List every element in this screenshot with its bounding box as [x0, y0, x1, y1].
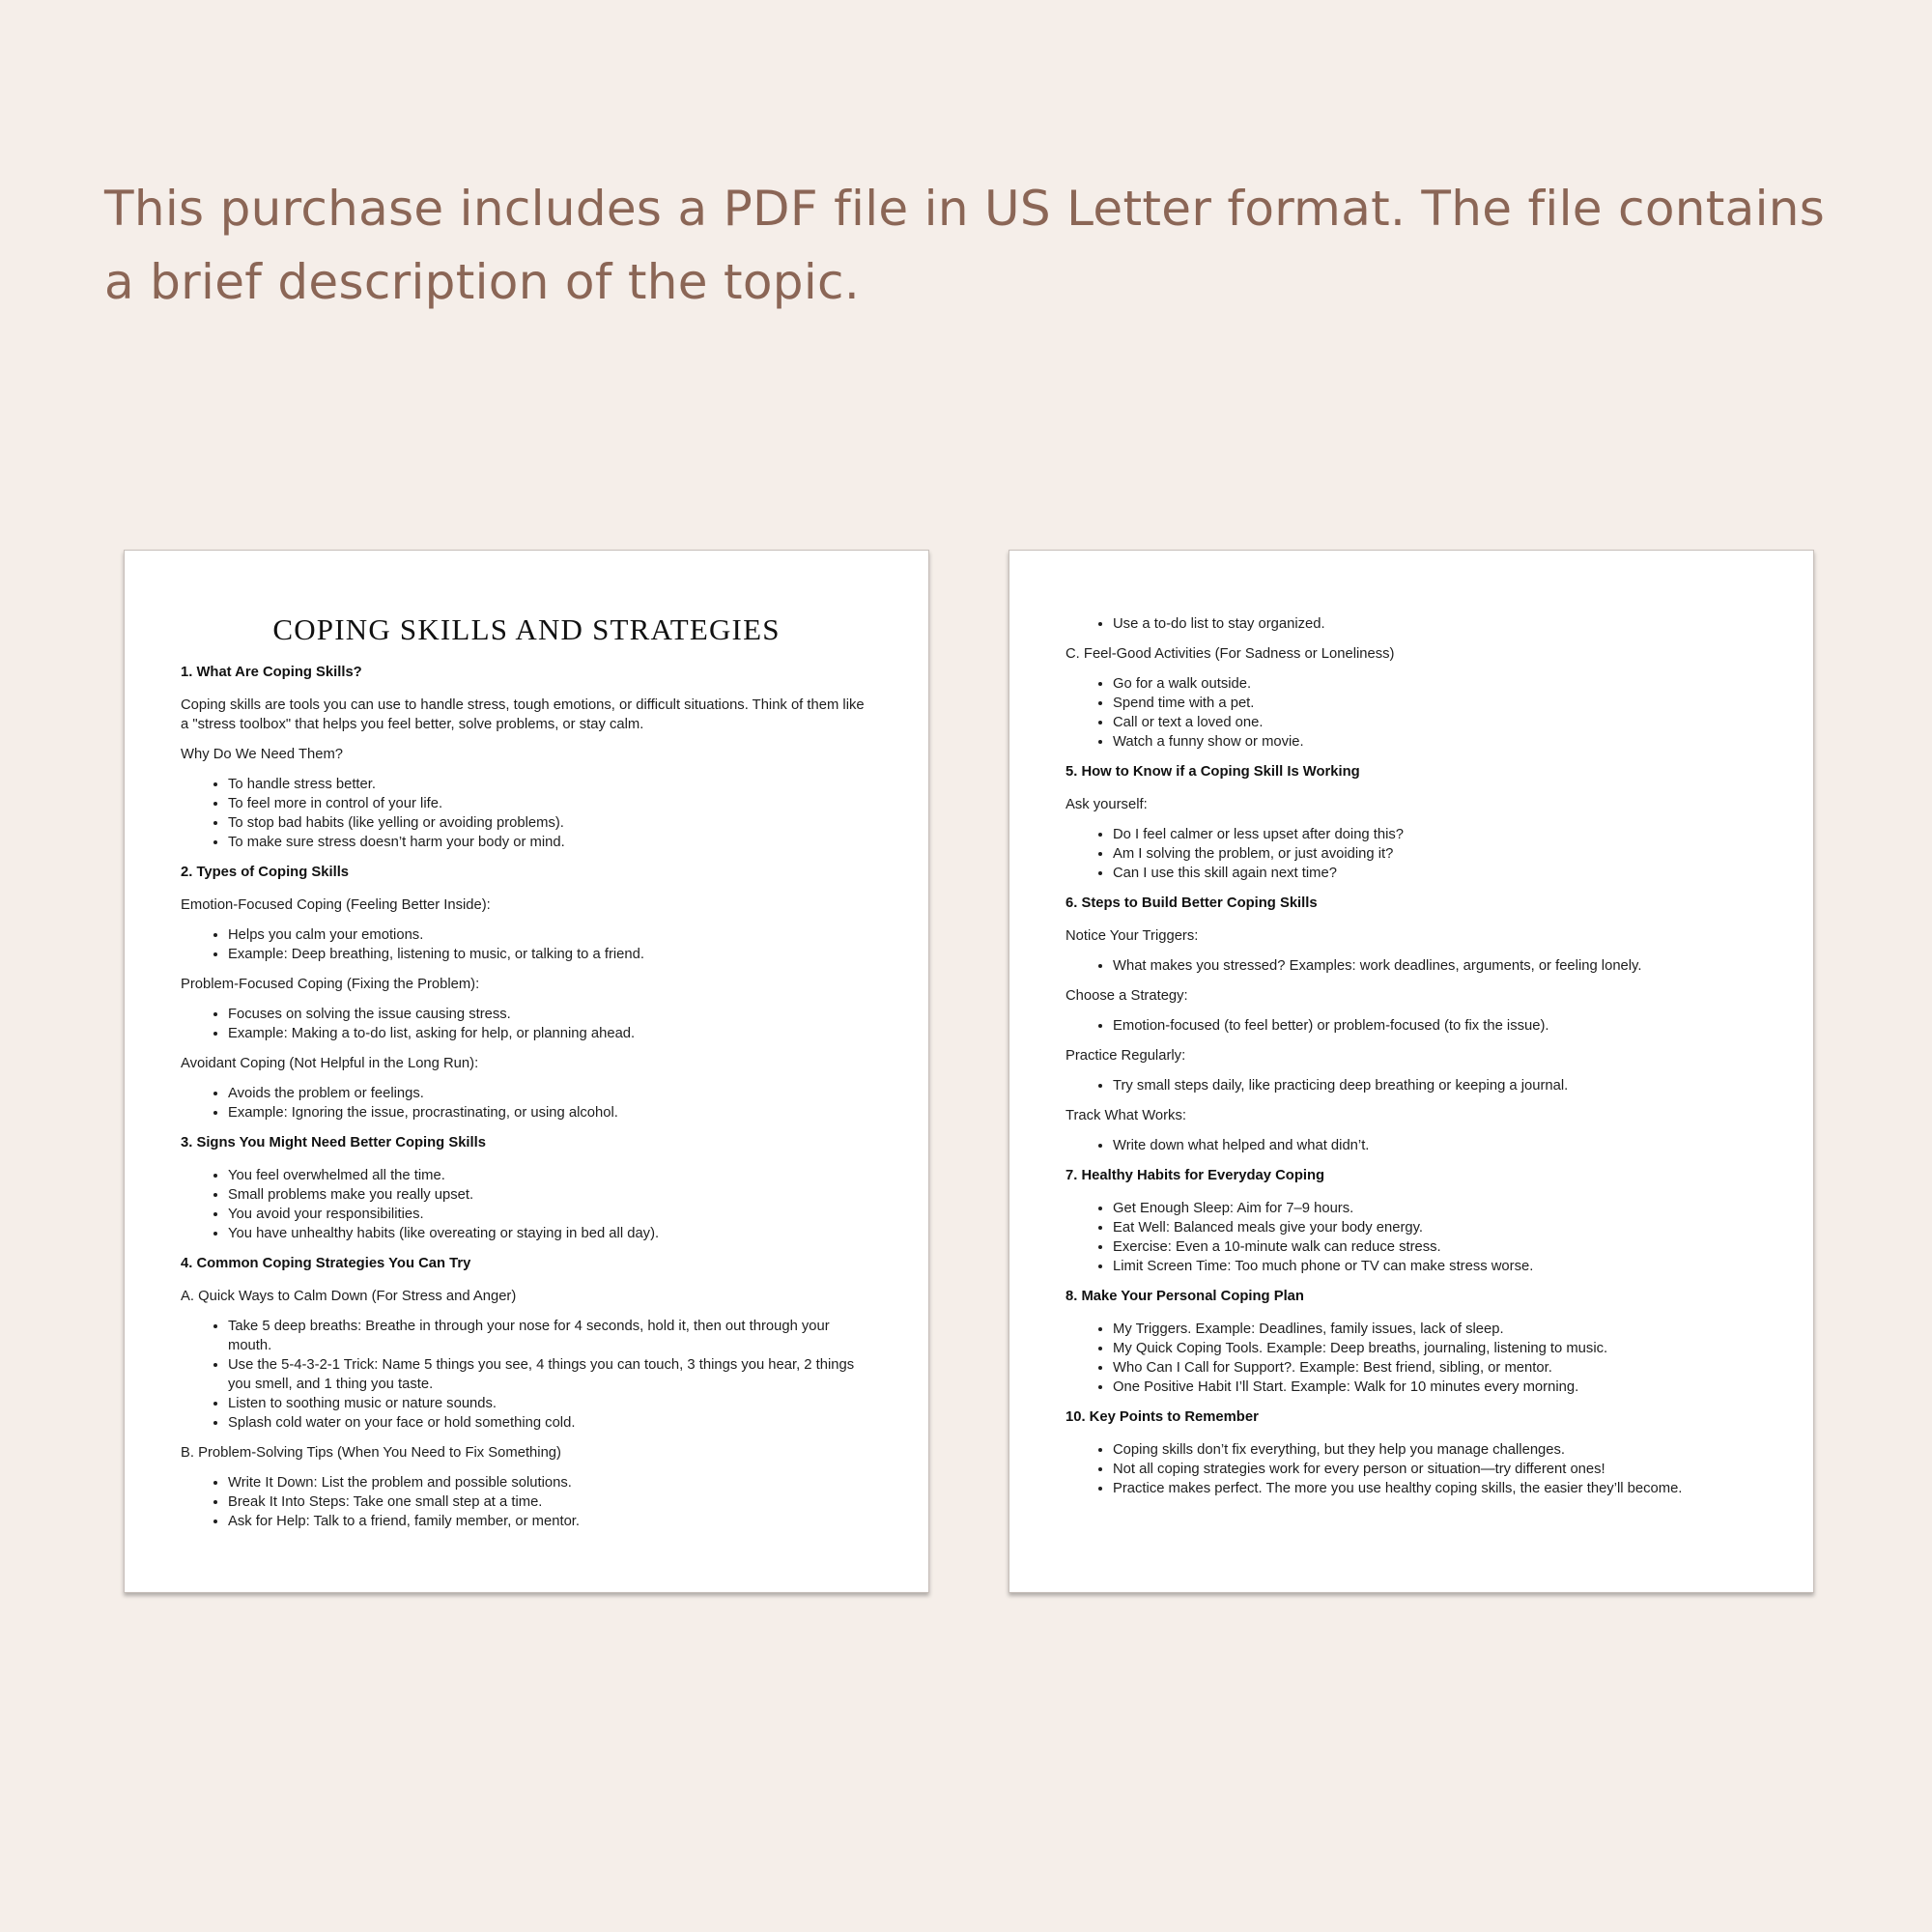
subsection-label: Problem-Focused Coping (Fixing the Problem): — [181, 977, 480, 992]
list-item: • Use the 5-4-3-2-1 Trick: Name 5 things you see, 4 things you can touch, 3 things you hear, 2 things you smell, and 1 thing you taste. — [228, 1355, 872, 1394]
list-item: • Write down what helped and what didn’t. — [1113, 1136, 1757, 1155]
section-heading: 3. Signs You Might Need Better Coping Skills — [181, 1135, 486, 1151]
list-item: • Eat Well: Balanced meals give your body energy. — [1113, 1218, 1757, 1237]
bullet-list — [1065, 956, 1757, 976]
list-item: • Write It Down: List the problem and possible solutions. — [228, 1473, 872, 1492]
list-item: • My Triggers. Example: Deadlines, family issues, lack of sleep. — [1113, 1320, 1757, 1339]
subsection-label: Notice Your Triggers: — [1065, 928, 1199, 944]
list-item: • One Positive Habit I’ll Start. Example: Walk for 10 minutes every morning. — [1113, 1378, 1757, 1397]
document-page-2 — [1009, 550, 1814, 1593]
list-item: • Example: Deep breathing, listening to music, or talking to a friend. — [228, 945, 872, 964]
subsection-label: Why Do We Need Them? — [181, 747, 344, 762]
list-item: • Emotion-focused (to feel better) or problem-focused (to fix the issue). — [1113, 1016, 1757, 1036]
section-heading: 8. Make Your Personal Coping Plan — [1065, 1289, 1304, 1304]
list-item: • Coping skills don’t fix everything, but they help you manage challenges. — [1113, 1440, 1757, 1460]
section-heading: 6. Steps to Build Better Coping Skills — [1065, 895, 1318, 911]
list-item: • Get Enough Sleep: Aim for 7–9 hours. — [1113, 1199, 1757, 1218]
subsection-label: Ask yourself: — [1065, 797, 1148, 812]
list-item: • To handle stress better. — [228, 775, 872, 794]
bullet-list — [181, 1317, 872, 1433]
list-item: • Example: Ignoring the issue, procrastinating, or using alcohol. — [228, 1103, 872, 1122]
subsection-label: Track What Works: — [1065, 1108, 1186, 1123]
list-item: • To make sure stress doesn’t harm your body or mind. — [228, 833, 872, 852]
subsection-label: C. Feel-Good Activities (For Sadness or Loneliness) — [1065, 646, 1395, 662]
page-1-content — [181, 663, 872, 1531]
list-item: • Call or text a loved one. — [1113, 713, 1757, 732]
list-item: • Practice makes perfect. The more you use healthy coping skills, the easier they’ll become. — [1113, 1479, 1757, 1498]
list-item: • Small problems make you really upset. — [228, 1185, 872, 1205]
list-item: • Try small steps daily, like practicing deep breathing or keeping a journal. — [1113, 1076, 1757, 1095]
section-heading: 7. Healthy Habits for Everyday Coping — [1065, 1168, 1325, 1183]
bullet-list — [181, 775, 872, 852]
page-2-content — [1065, 614, 1757, 1498]
list-item: • Take 5 deep breaths: Breathe in through your nose for 4 seconds, hold it, then out through your mouth. — [228, 1317, 872, 1355]
section-heading: 1. What Are Coping Skills? — [181, 665, 362, 680]
bullet-list — [1065, 674, 1757, 752]
list-item: • Splash cold water on your face or hold something cold. — [228, 1413, 872, 1433]
list-item: • Ask for Help: Talk to a friend, family member, or mentor. — [228, 1512, 872, 1531]
list-item: • Go for a walk outside. — [1113, 674, 1757, 694]
bullet-list — [1065, 1199, 1757, 1276]
subsection-label: Emotion-Focused Coping (Feeling Better Inside): — [181, 897, 491, 913]
list-item: • Listen to soothing music or nature sounds. — [228, 1394, 872, 1413]
list-item: • Exercise: Even a 10-minute walk can reduce stress. — [1113, 1237, 1757, 1257]
headline: This purchase includes a PDF file in US Letter format. The file contains a brief description of the topic. — [104, 181, 1826, 310]
list-item: • Limit Screen Time: Too much phone or TV can make stress worse. — [1113, 1257, 1757, 1276]
subsection-label: B. Problem-Solving Tips (When You Need to Fix Something) — [181, 1445, 561, 1461]
list-item: • Focuses on solving the issue causing stress. — [228, 1005, 872, 1024]
list-item: • Watch a funny show or movie. — [1113, 732, 1757, 752]
section-heading: 10. Key Points to Remember — [1065, 1409, 1259, 1425]
list-item: • Break It Into Steps: Take one small step at a time. — [228, 1492, 872, 1512]
list-item: • Who Can I Call for Support?. Example: Best friend, sibling, or mentor. — [1113, 1358, 1757, 1378]
subsection-label: Choose a Strategy: — [1065, 988, 1188, 1004]
subsection-label: Practice Regularly: — [1065, 1048, 1186, 1064]
subsection-label: Avoidant Coping (Not Helpful in the Long Run): — [181, 1056, 479, 1071]
bullet-list — [1065, 825, 1757, 883]
section-heading: 4. Common Coping Strategies You Can Try — [181, 1256, 471, 1271]
document-page-1 — [124, 550, 929, 1593]
bullet-list — [1065, 1320, 1757, 1397]
list-item: • Avoids the problem or feelings. — [228, 1084, 872, 1103]
list-item: • Spend time with a pet. — [1113, 694, 1757, 713]
bullet-list — [1065, 614, 1757, 634]
subsection-label: A. Quick Ways to Calm Down (For Stress and Anger) — [181, 1289, 517, 1304]
section-heading: 5. How to Know if a Coping Skill Is Working — [1065, 764, 1360, 780]
list-item: • To stop bad habits (like yelling or avoiding problems). — [228, 813, 872, 833]
bullet-list — [181, 925, 872, 964]
bullet-list — [181, 1084, 872, 1122]
bullet-list — [181, 1166, 872, 1243]
bullet-list — [181, 1005, 872, 1043]
paragraph: Coping skills are tools you can use to handle stress, tough emotions, or difficult situations. Think of them like a "stress toolbox" that helps you feel better, solve problems, or stay calm. — [181, 697, 865, 732]
list-item: • You have unhealthy habits (like overeating or staying in bed all day). — [228, 1224, 872, 1243]
list-item: • Helps you calm your emotions. — [228, 925, 872, 945]
list-item: • Example: Making a to-do list, asking for help, or planning ahead. — [228, 1024, 872, 1043]
list-item: • Am I solving the problem, or just avoiding it? — [1113, 844, 1757, 864]
list-item: • Do I feel calmer or less upset after doing this? — [1113, 825, 1757, 844]
section-heading: 2. Types of Coping Skills — [181, 865, 350, 880]
list-item: • To feel more in control of your life. — [228, 794, 872, 813]
document-title: COPING SKILLS AND STRATEGIES — [272, 612, 781, 646]
list-item: • Can I use this skill again next time? — [1113, 864, 1757, 883]
list-item: • Use a to-do list to stay organized. — [1113, 614, 1757, 634]
list-item: • My Quick Coping Tools. Example: Deep breaths, journaling, listening to music. — [1113, 1339, 1757, 1358]
bullet-list — [1065, 1016, 1757, 1036]
bullet-list — [1065, 1136, 1757, 1155]
list-item: • You feel overwhelmed all the time. — [228, 1166, 872, 1185]
list-item: • Not all coping strategies work for every person or situation—try different ones! — [1113, 1460, 1757, 1479]
list-item: • You avoid your responsibilities. — [228, 1205, 872, 1224]
list-item: • What makes you stressed? Examples: work deadlines, arguments, or feeling lonely. — [1113, 956, 1757, 976]
bullet-list — [1065, 1076, 1757, 1095]
bullet-list — [181, 1473, 872, 1531]
bullet-list — [1065, 1440, 1757, 1498]
